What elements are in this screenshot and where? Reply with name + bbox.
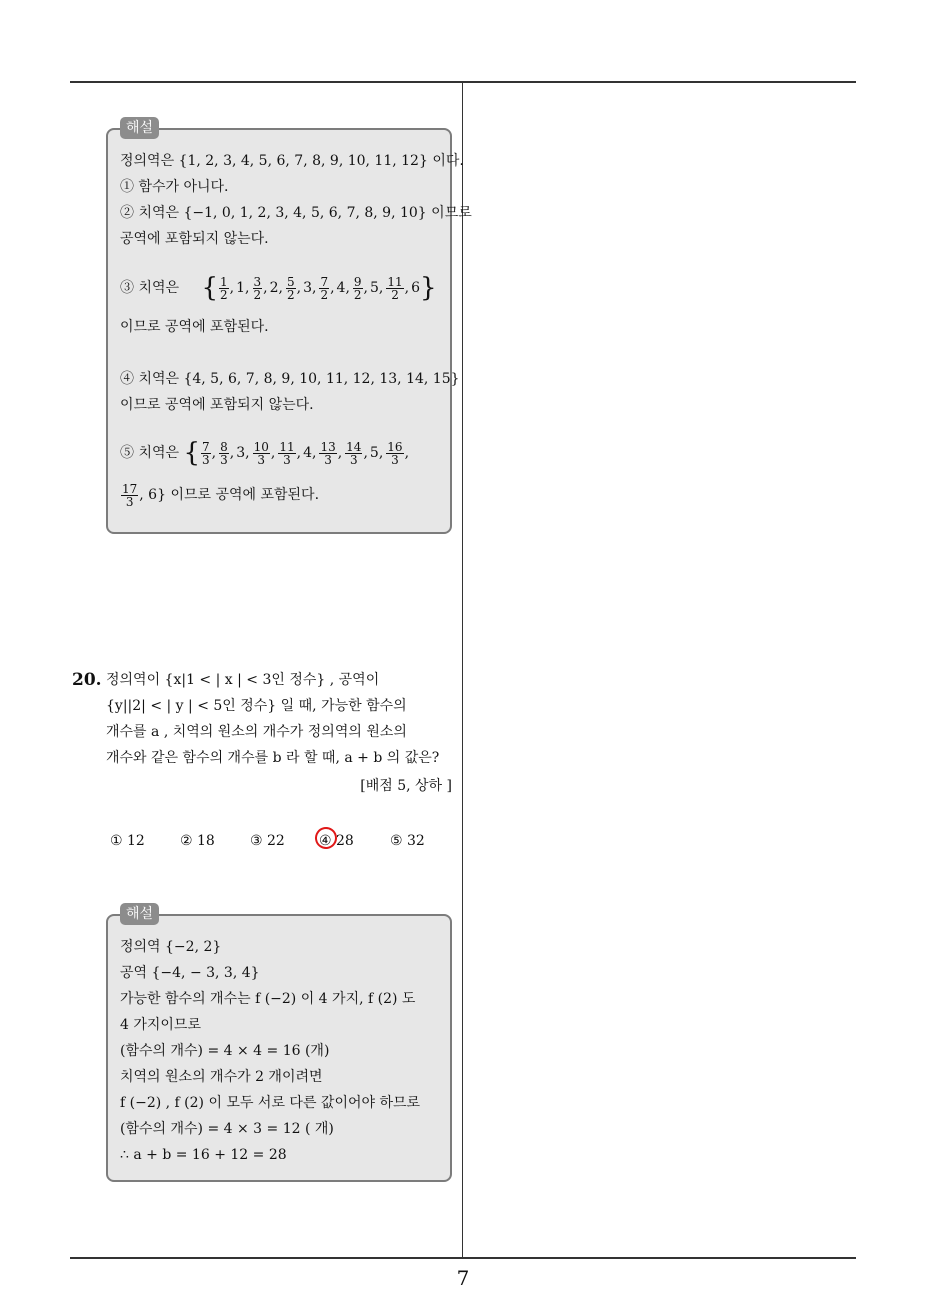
fraction: $\frac{7}{3}$ [202,439,210,467]
set-element: 3 [236,445,246,461]
solution-line: f (−2) , f (2) 이 모두 서로 다른 값이어야 하므로 [120,1095,421,1111]
fraction: $\frac{17}{3}$ [122,481,138,509]
solution-line-5-prefix: ⑤ 치역은 [120,445,180,461]
fraction: $\frac{3}{2}$ [253,274,262,302]
range-set-3: $\frac{1}{2}$ , 1, $\frac{3}{2}$ , 2, $\frac{5}{2}$ , 3, $\frac{7}{2}$ , 4, $\frac{9}{2}$ , 5, $\frac{11}{2}$ , 6 [220,274,421,302]
fraction: $\frac{5}{2}$ [286,274,295,302]
solution-line-4b: 이므로 공역에 포함되지 않는다. [120,397,314,413]
fraction: $\frac{1}{2}$ [220,274,228,302]
solution-line: (함수의 개수) = 4 × 4 = 16 (개) [120,1043,330,1059]
range-set-5: $\frac{7}{3}$ , $\frac{8}{3}$ , 3, $\frac{10}{3}$ , $\frac{11}{3}$ , 4, $\frac{13}{3}$ , $\frac{14}{3}$ , 5, $\frac{16}{3}$ , [202,439,410,467]
choice-4[interactable]: ④ 28 [319,833,354,849]
question-line-1: 정의역이 {x|1 < | x | < 3인 정수} , 공역이 [106,672,380,688]
solution-line-1: ① 함수가 아니다. [120,179,229,195]
solution-line-domain: 정의역은 {1, 2, 3, 4, 5, 6, 7, 8, 9, 10, 11, 12} 이다. [120,153,464,169]
question-line-3: 개수를 a , 치역의 원소의 개수가 정의역의 원소의 [106,724,407,740]
set-element: 1 [236,280,246,296]
footer-rule [70,1257,856,1259]
fraction: $\frac{14}{3}$ [346,439,362,467]
solution-tag: 해설 [120,117,159,139]
set-element: 3 [303,280,312,296]
solution-tag: 해설 [120,903,159,925]
fraction: $\frac{16}{3}$ [387,439,403,467]
solution-line: ∴ a + b = 16 + 12 = 28 [120,1147,287,1163]
fraction: $\frac{8}{3}$ [220,439,228,467]
solution-line: 정의역 {−2, 2} [120,939,222,955]
solution-line: 공역 {−4, − 3, 3, 4} [120,965,260,981]
solution-line: 치역의 원소의 개수가 2 개이려면 [120,1069,323,1085]
set-element: 5 [369,445,379,461]
solution-line: (함수의 개수) = 4 × 3 = 12 ( 개) [120,1121,334,1137]
fraction: $\frac{11}{3}$ [279,439,295,467]
solution-line: 가능한 함수의 개수는 f (−2) 이 4 가지, f (2) 도 [120,991,416,1007]
question-line-2: {y||2| < | y | < 5인 정수} 일 때, 가능한 함수의 [106,698,407,714]
question-score: [배점 5, 상하 ] [360,778,452,794]
fraction: $\frac{13}{3}$ [320,439,336,467]
set-element: 6 [411,280,421,296]
set-element: 2 [269,280,279,296]
question-number: 20. [72,670,102,690]
solution-box-20 [106,906,452,1182]
set-element: 4 [303,445,312,461]
fraction: $\frac{7}{2}$ [320,274,329,302]
set-element: 4 [336,280,346,296]
solution-line: 4 가지이므로 [120,1017,201,1033]
fraction: $\frac{11}{2}$ [387,274,403,302]
solution-line-2b: 공역에 포함되지 않는다. [120,231,269,247]
solution-line-5b-rest: , 6} 이므로 공역에 포함된다. [139,487,320,503]
solution-line-3: ③ 치역은 { $\frac{1}{2}$ , 1, $\frac{3}{2}$ , 2, $\frac{5}{2}$ , 3, $\frac{7}{2}$ , 4, $\frac{9}{2}$ , 5, $\frac{11}{2}$ , 6} [120,273,437,303]
solution-line-5b [120,480,319,510]
column-divider [462,82,463,1258]
solution-line-3-prefix: ③ 치역은 [120,280,180,296]
set-element: 5 [370,280,379,296]
solution-box-19 [106,120,472,534]
choice-2[interactable]: ② 18 [180,833,215,849]
fraction: $\frac{10}{3}$ [253,439,269,467]
fraction: $\frac{9}{2}$ [353,274,362,302]
solution-line-3b: 이므로 공역에 포함된다. [120,319,269,335]
solution-line-2a: ② 치역은 {−1, 0, 1, 2, 3, 4, 5, 6, 7, 8, 9, 10} 이므로 [120,205,472,221]
choice-5[interactable]: ⑤ 32 [390,833,425,849]
solution-line-5: ⑤ 치역은 { $\frac{7}{3}$ , $\frac{8}{3}$ , 3, $\frac{10}{3}$ , $\frac{11}{3}$ , 4, $\frac{13}{3}$ , $\frac{14}{3}$ , 5, $\frac{16}{3}$ , [120,438,410,468]
header-rule [70,81,856,83]
page-number: 7 [456,1266,470,1290]
choice-3[interactable]: ③ 22 [250,833,285,849]
solution-line-4a: ④ 치역은 {4, 5, 6, 7, 8, 9, 10, 11, 12, 13, 14, 15} [120,371,460,387]
question-line-4: 개수와 같은 함수의 개수를 b 라 할 때, a + b 의 값은? [106,750,440,766]
choice-1[interactable]: ① 12 [110,833,145,849]
